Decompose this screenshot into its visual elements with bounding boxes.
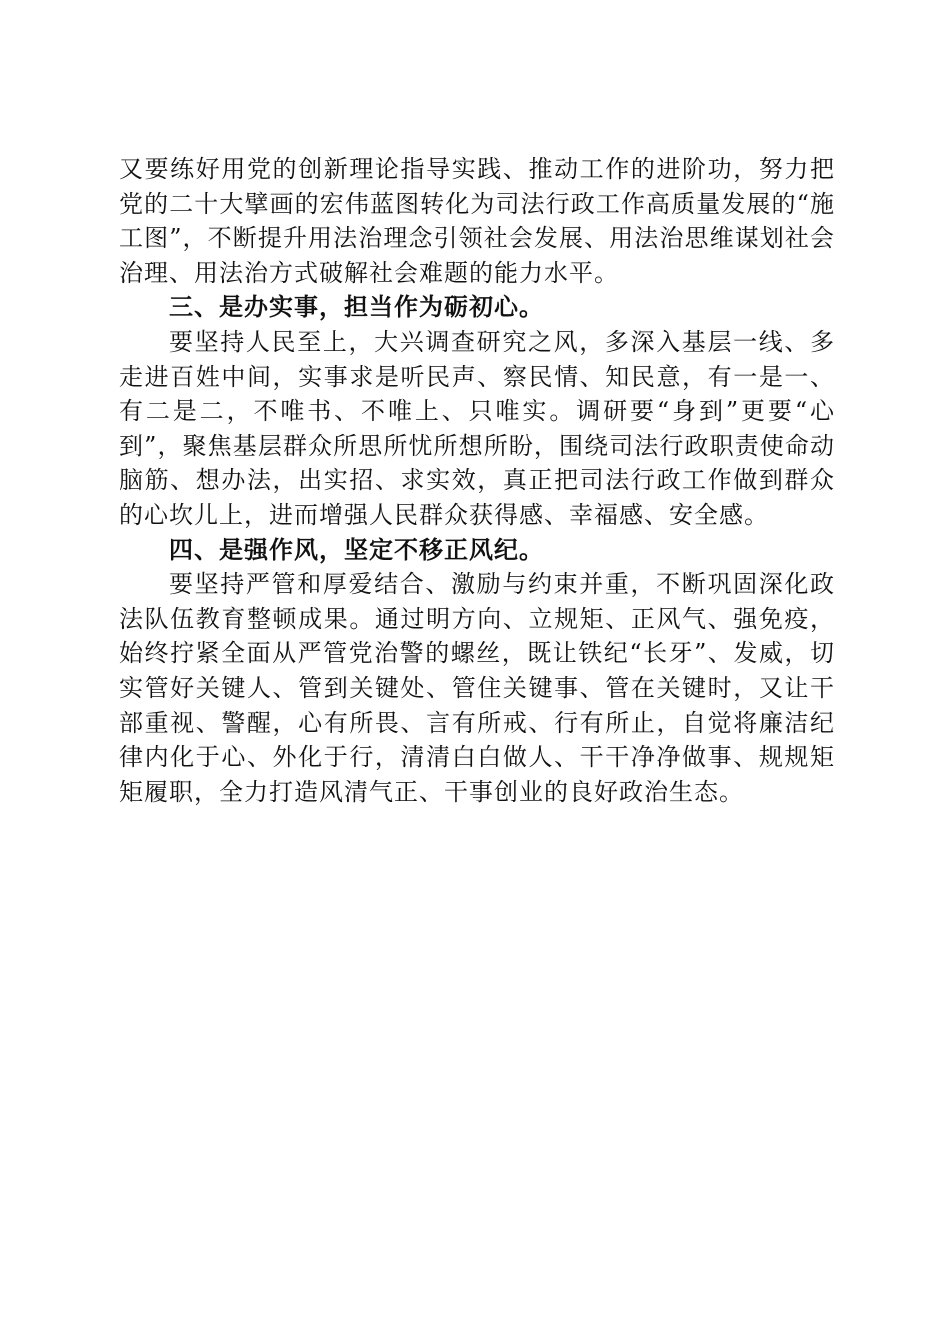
document-body (119, 152, 835, 809)
paragraph-continuation: 又要练好用党的创新理论指导实践、推动工作的进阶功，努力把党的二十大擘画的宏伟蓝图转化为司法行政工作高质量发展的“施工图”，不断提升用法治理念引领社会发展、用法治思维谋划社会治理、用法治方式破解社会难题的能力水平。 (119, 155, 835, 287)
paragraph-section-4: 要坚持严管和厚爱结合、激励与约束并重，不断巩固深化政法队伍教育整顿成果。通过明方向、立规矩、正风气、强免疫，始终拧紧全面从严管党治警的螺丝，既让铁纪“长牙”、发威，切实管好关键人、管到关键处、管住关键事、管在关键时，又让干部重视、警醒，心有所畏、言有所戒、行有所止，自觉将廉洁纪律内化于心、外化于行，清清白白做人、干干净净做事、规规矩矩履职，全力打造风清气正、干事创业的良好政治生态。 (119, 570, 835, 806)
section-heading-3: 三、是办实事，担当作为砺初心。 (169, 293, 544, 322)
section-heading-4: 四、是强作风，坚定不移正风纪。 (169, 535, 544, 564)
paragraph-section-3: 要坚持人民至上，大兴调查研究之风，多深入基层一线、多走进百姓中间，实事求是听民声、察民情、知民意，有一是一、有二是二，不唯书、不唯上、只唯实。调研要“身到”更要“心到”，聚焦基层群众所思所忧所想所盼，围绕司法行政职责使命动脑筋、想办法，出实招、求实效，真正把司法行政工作做到群众的心坎儿上，进而增强人民群众获得感、幸福感、安全感。 (119, 327, 835, 529)
